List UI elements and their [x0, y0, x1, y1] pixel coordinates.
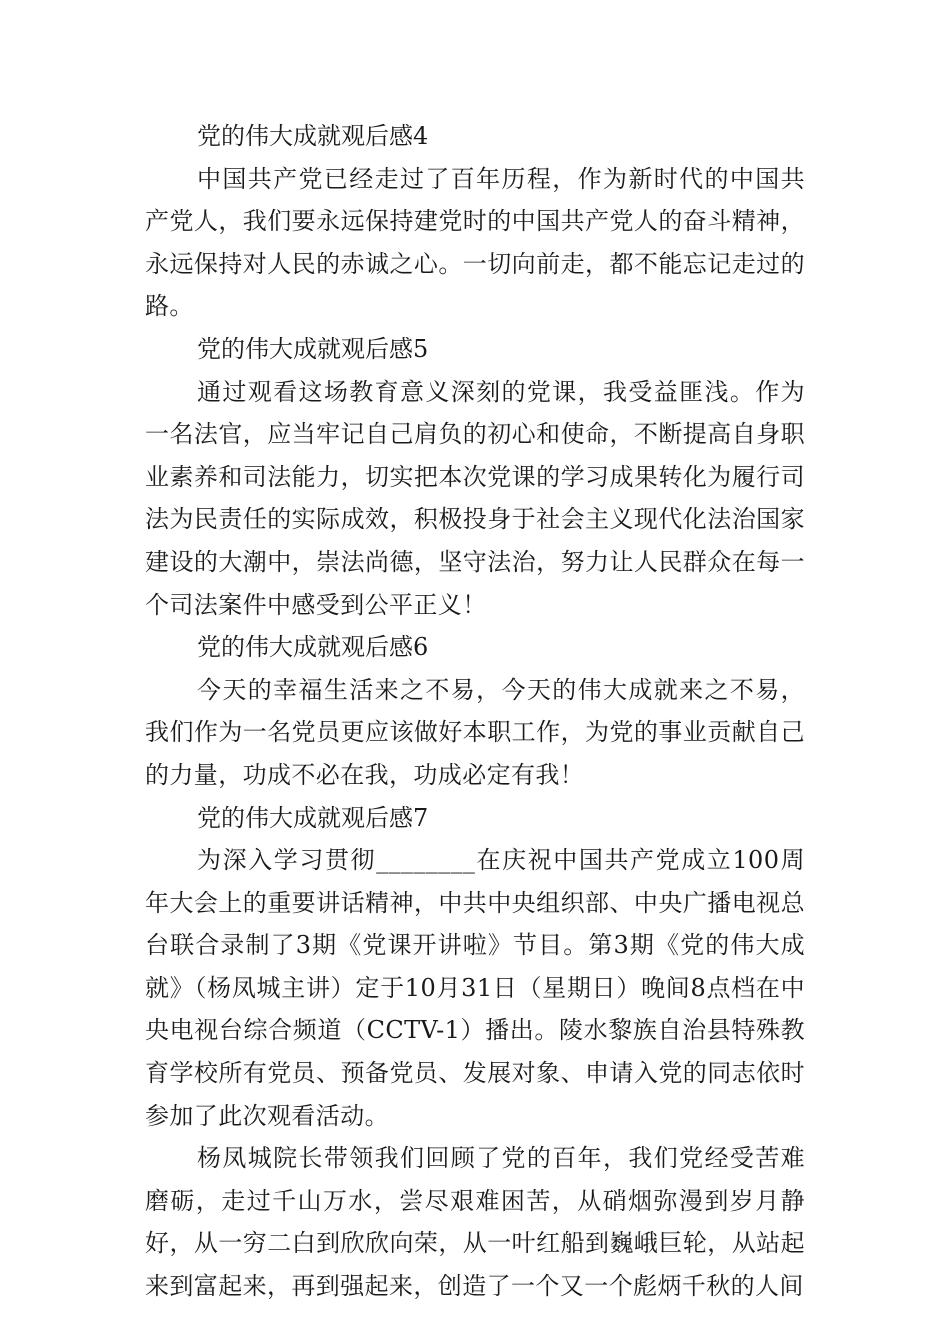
section-heading: 党的伟大成就观后感7: [197, 803, 429, 832]
section-6: [145, 626, 805, 796]
section-7: [145, 797, 805, 1308]
paragraph: 中国共产党已经走过了百年历程，作为新时代的中国共产党人，我们要永远保持建党时的中国共产党人的奋斗精神，永远保持对人民的赤诚之心。一切向前走，都不能忘记走过的路。: [145, 164, 805, 321]
section-5: [145, 328, 805, 626]
document-page: [145, 115, 805, 1308]
paragraph: 为深入学习贯彻________在庆祝中国共产党成立100周年大会上的重要讲话精神，中共中央组织部、中央广播电视总台联合录制了3期《党课开讲啦》节目。第3期《党的伟大成就》（杨凤城主讲）定于10月31日（星期日）晚间8点档在中央电视台综合频道（CCTV-1）播出。陵水黎族自治县特殊教育学校所有党员、预备党员、发展对象、申请入党的同志依时参加了此次观看活动。: [145, 846, 805, 1130]
section-heading: 党的伟大成就观后感6: [197, 633, 429, 662]
section-heading: 党的伟大成就观后感4: [197, 122, 429, 150]
paragraph: 通过观看这场教育意义深刻的党课，我受益匪浅。作为一名法官，应当牢记自己肩负的初心和使命，不断提高自身职业素养和司法能力，切实把本次党课的学习成果转化为履行司法为民责任的实际成效，积极投身于社会主义现代化法治国家建设的大潮中，崇法尚德，坚守法治，努力让人民群众在每一个司法案件中感受到公平正义！: [145, 377, 805, 619]
paragraph: 今天的幸福生活来之不易，今天的伟大成就来之不易，我们作为一名党员更应该做好本职工作，为党的事业贡献自己的力量，功成不必在我，功成必定有我！: [145, 675, 805, 789]
paragraph: 杨凤城院长带领我们回顾了党的百年，我们党经受苦难磨砺，走过千山万水，尝尽艰难困苦，从硝烟弥漫到岁月静好，从一穷二白到欣欣向荣，从一叶红船到巍峨巨轮，从站起来到富起来，再到强起来，创造了一个又一个彪炳千秋的人间: [145, 1144, 805, 1301]
section-4: [145, 115, 805, 328]
section-heading: 党的伟大成就观后感5: [197, 334, 429, 363]
